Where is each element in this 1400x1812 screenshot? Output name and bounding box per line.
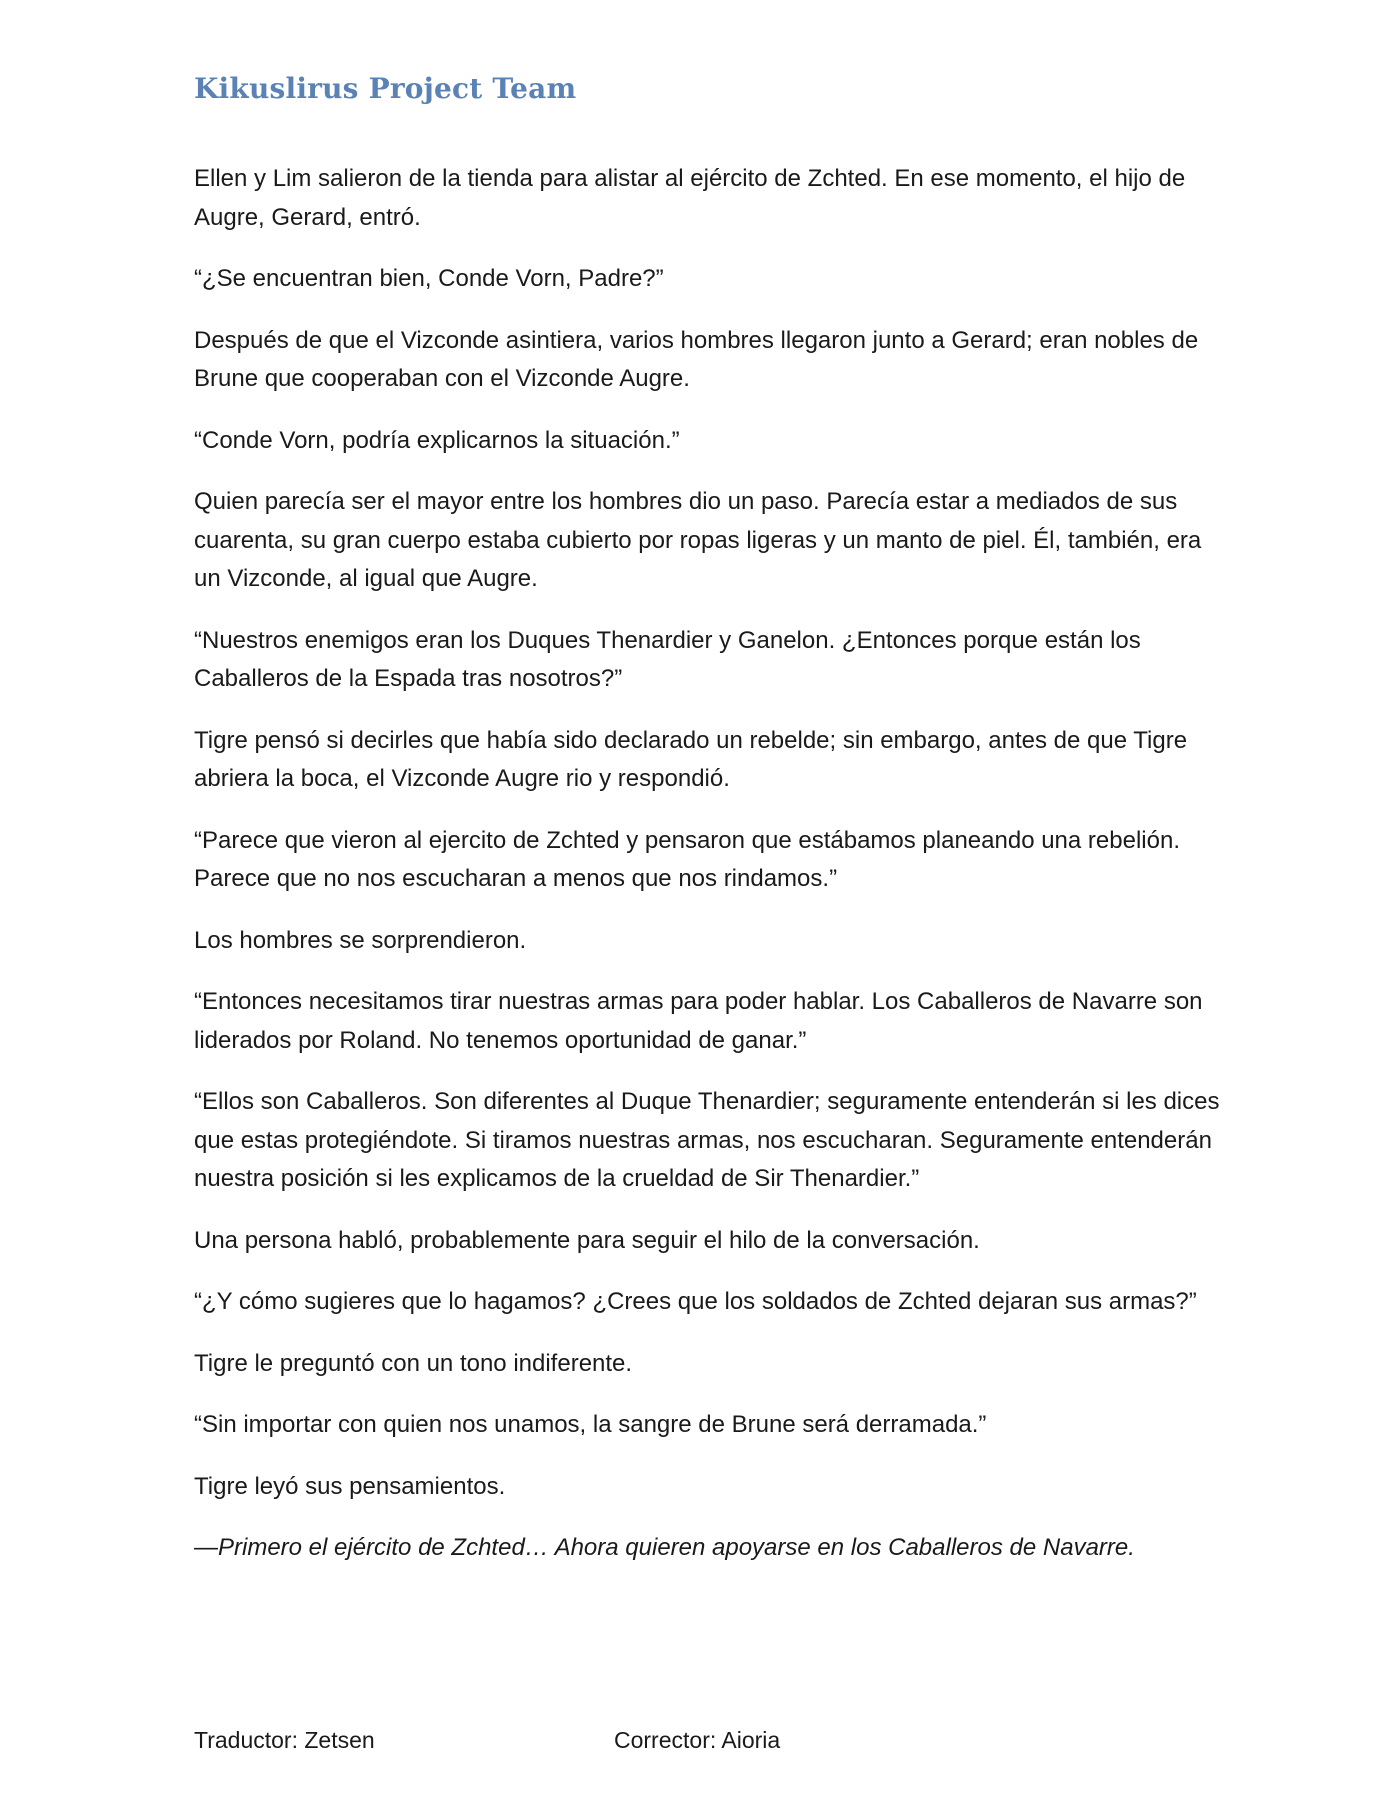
paragraph: “¿Se encuentran bien, Conde Vorn, Padre?” xyxy=(194,265,664,292)
paragraph: “Sin importar con quien nos unamos, la sangre de Brune será derramada.” xyxy=(194,1411,987,1438)
paragraph: Después de que el Vizconde asintiera, varios hombres llegaron junto a Gerard; eran nobles de Brune que cooperaban con el Vizconde Augre. xyxy=(194,326,1199,392)
paragraph: Una persona habló, probablemente para seguir el hilo de la conversación. xyxy=(194,1226,980,1254)
paragraph: Ellen y Lim salieron de la tienda para alistar al ejército de Zchted. En ese momento, el hijo de Augre, Gerard, entró. xyxy=(194,165,1186,231)
paragraph: Quien parecía ser el mayor entre los hombres dio un paso. Parecía estar a mediados de sus cuarenta, su gran cuerpo estaba cubierto por ropas ligeras y un manto de piel. Él, también, era un Vizconde, al igual que Augre. xyxy=(194,488,1202,592)
header-title: Kikuslirus Project Team xyxy=(194,72,577,105)
paragraph: Tigre leyó sus pensamientos. xyxy=(194,1472,506,1500)
paragraph: Tigre le preguntó con un tono indiferente. xyxy=(194,1349,633,1377)
paragraph: “Entonces necesitamos tirar nuestras armas para poder hablar. Los Caballeros de Navarre son liderados por Roland. No tenemos oportunidad de ganar.” xyxy=(194,988,1203,1054)
paragraph: Tigre pensó si decirles que había sido declarado un rebelde; sin embargo, antes de que Tigre abriera la boca, el Vizconde Augre rio y respondió. xyxy=(194,726,1188,792)
paragraph: “Parece que vieron al ejercito de Zchted y pensaron que estábamos planeando una rebelión. Parece que no nos escucharan a menos que nos rindamos.” xyxy=(194,826,1180,892)
paragraph: “Ellos son Caballeros. Son diferentes al Duque Thenardier; seguramente entenderán si les dices que estas protegiéndote. Si tiramos nuestras armas, nos escucharan. Seguramente entenderán nuestra posición si les explicamos de la crueldad de Sir Thenardier.” xyxy=(194,1088,1220,1192)
paragraph: Los hombres se sorprendieron. xyxy=(194,926,527,954)
body-text xyxy=(194,160,1234,1591)
paragraph: “¿Y cómo sugieres que lo hagamos? ¿Crees que los soldados de Zchted dejaran sus armas?” xyxy=(194,1288,1197,1315)
paragraph: “Conde Vorn, podría explicarnos la situación.” xyxy=(194,426,680,454)
corrector-credit: Corrector: Aioria xyxy=(614,1727,781,1753)
translator-credit: Traductor: Zetsen xyxy=(194,1727,375,1753)
paragraph: “Nuestros enemigos eran los Duques Thenardier y Ganelon. ¿Entonces porque están los Caballeros de la Espada tras nosotros?” xyxy=(194,626,1141,692)
paragraph-italic: —Primero el ejército de Zchted… Ahora quieren apoyarse en los Caballeros de Navarre. xyxy=(194,1534,1135,1561)
